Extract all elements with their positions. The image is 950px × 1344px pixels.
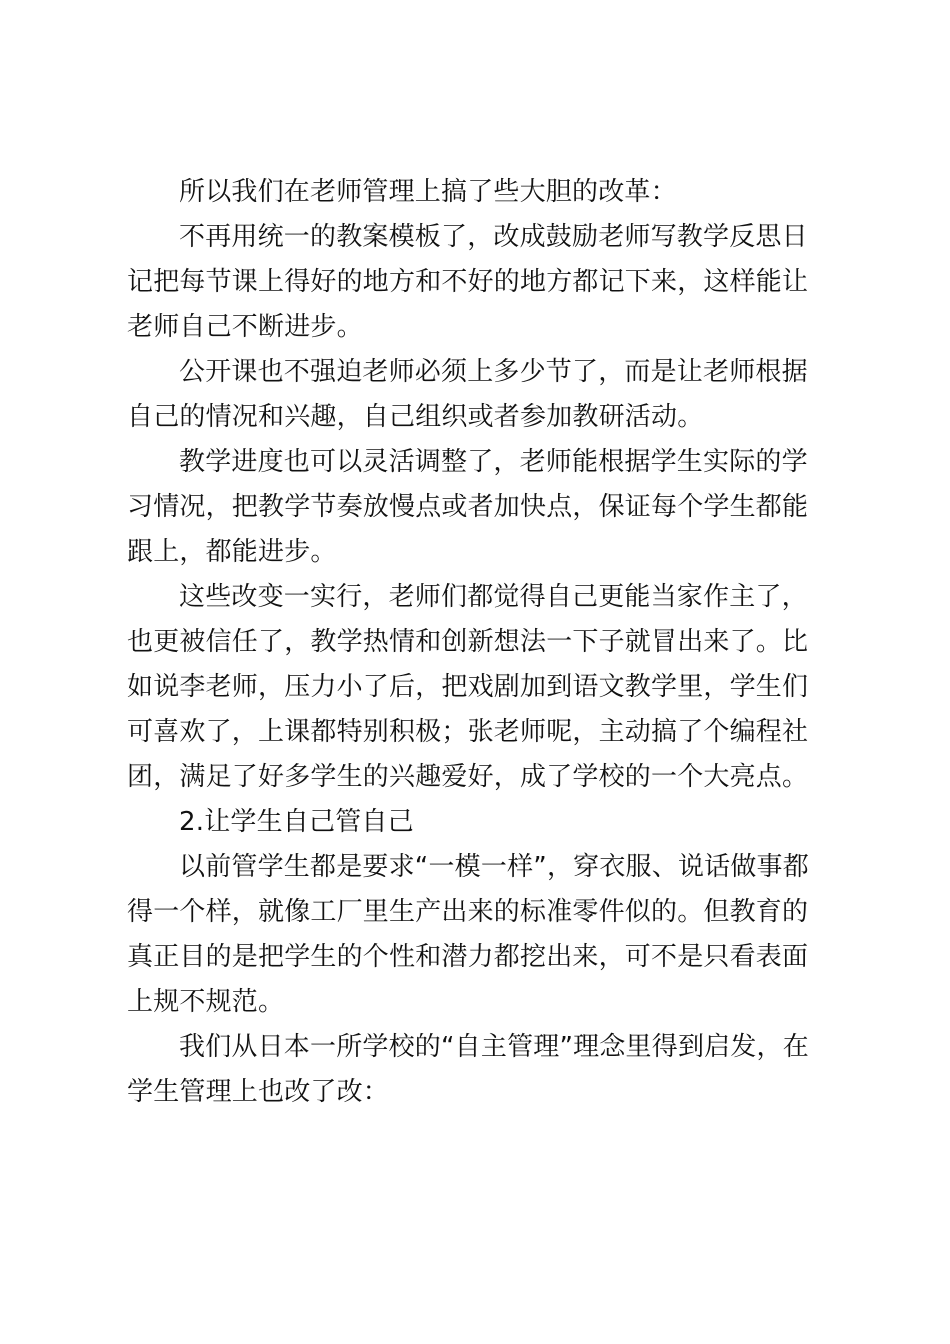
paragraph-lesson-plan: 不再用统一的教案模板了，改成鼓励老师写教学反思日记把每节课上得好的地方和不好的地方都记下来，这样能让老师自己不断进步。 bbox=[127, 222, 809, 342]
paragraph-student-management: 以前管学生都是要求“一模一样”，穿衣服、说话做事都得一个样，就像工厂里生产出来的标准零件似的。但教育的真正目的是把学生的个性和潜力都挖出来，可不是只看表面上规不规范。 bbox=[127, 852, 809, 1017]
paragraph-intro: 所以我们在老师管理上搞了些大胆的改革： bbox=[179, 177, 677, 207]
paragraph-teaching-pace: 教学进度也可以灵活调整了，老师能根据学生实际的学习情况，把教学节奏放慢点或者加快点，保证每个学生都能跟上，都能进步。 bbox=[127, 447, 809, 567]
paragraph-results: 这些改变一实行，老师们都觉得自己更能当家作主了，也更被信任了，教学热情和创新想法一下子就冒出来了。比如说李老师，压力小了后，把戏剧加到语文教学里，学生们可喜欢了，上课都特别积极；张老师呢，主动搞了个编程社团，满足了好多学生的兴趣爱好，成了学校的一个大亮点。 bbox=[127, 582, 809, 792]
paragraph-japan-inspiration: 我们从日本一所学校的“自主管理”理念里得到启发，在学生管理上也改了改： bbox=[127, 1032, 809, 1107]
paragraph-open-class: 公开课也不强迫老师必须上多少节了，而是让老师根据自己的情况和兴趣，自己组织或者参加教研活动。 bbox=[127, 357, 808, 432]
section-heading: 2.让学生自己管自己 bbox=[179, 807, 414, 837]
document-body bbox=[127, 170, 830, 1115]
